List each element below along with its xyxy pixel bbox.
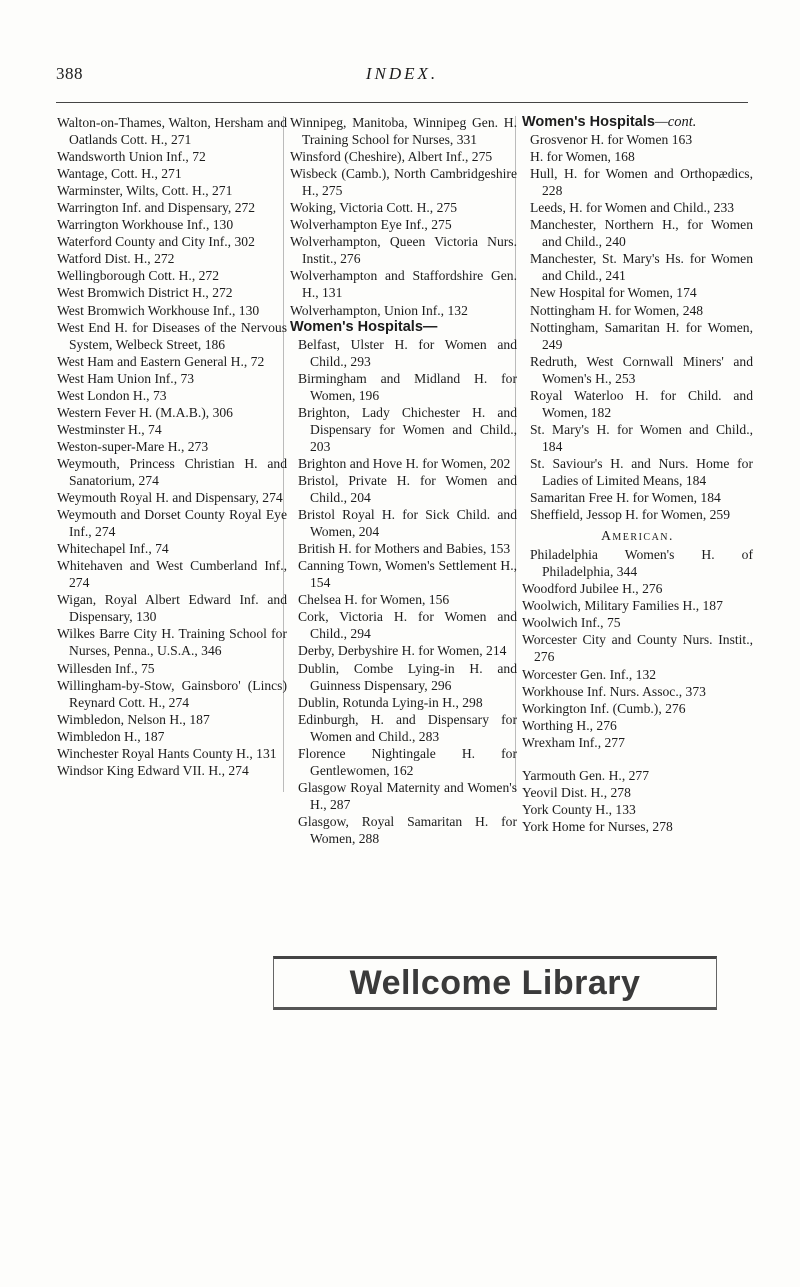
index-entry: Woodford Jubilee H., 276 bbox=[522, 581, 663, 597]
heading-text: Women's Hospitals bbox=[522, 114, 655, 130]
american-section-title: American. bbox=[601, 528, 674, 544]
index-sub-entry: Philadelphia Women's H. of Philadelphia, 344 bbox=[530, 547, 753, 580]
index-sub-entry: Glasgow, Royal Samaritan H. for Women, 288 bbox=[298, 813, 517, 846]
index-entry: Woolwich Inf., 75 bbox=[522, 615, 621, 631]
index-entry: Wimbledon, Nelson H., 187 bbox=[57, 711, 210, 727]
index-sub-entry: Glasgow Royal Maternity and Women's H., 287 bbox=[298, 779, 517, 812]
index-sub-entry: H. for Women, 168 bbox=[530, 149, 635, 165]
index-entry: Wantage, Cott. H., 271 bbox=[57, 166, 182, 182]
index-entry: Woolwich, Military Families H., 187 bbox=[522, 598, 723, 614]
index-sub-entry: Manchester, St. Mary's Hs. for Women and Child., 241 bbox=[530, 251, 753, 284]
index-entry: Whitehaven and West Cumberland Inf., 274 bbox=[57, 558, 287, 591]
index-entry: Warminster, Wilts, Cott. H., 271 bbox=[57, 183, 233, 199]
index-sub-entry: St. Mary's H. for Women and Child., 184 bbox=[530, 421, 753, 454]
section-heading-continued bbox=[522, 114, 753, 131]
index-entry: West Ham Union Inf., 73 bbox=[57, 370, 195, 386]
index-entry: York County H., 133 bbox=[522, 801, 636, 817]
section-heading: Women's Hospitals— bbox=[290, 318, 438, 335]
index-entry: Wimbledon H., 187 bbox=[57, 728, 165, 744]
index-sub-entry: Redruth, West Cornwall Miners' and Women's H., 253 bbox=[530, 353, 753, 386]
index-entry: Woking, Victoria Cott. H., 275 bbox=[290, 200, 457, 216]
index-entry: York Home for Nurses, 278 bbox=[522, 818, 673, 834]
page-number: 388 bbox=[56, 64, 83, 83]
index-sub-entry: Canning Town, Women's Settlement H., 154 bbox=[298, 558, 517, 591]
index-entry: Windsor King Edward VII. H., 274 bbox=[57, 762, 249, 778]
index-entry: West Ham and Eastern General H., 72 bbox=[57, 353, 265, 369]
index-column-2 bbox=[290, 114, 517, 847]
index-sub-entry: Cork, Victoria H. for Women and Child., 294 bbox=[298, 609, 517, 642]
index-sub-entry: Leeds, H. for Women and Child., 233 bbox=[530, 200, 735, 216]
index-entry: Worcester Gen. Inf., 132 bbox=[522, 666, 657, 682]
index-entry: Waterford County and City Inf., 302 bbox=[57, 234, 255, 250]
index-sub-entry: St. Saviour's H. and Nurs. Home for Ladies of Limited Means, 184 bbox=[530, 455, 753, 488]
index-entry: Walton-on-Thames, Walton, Hersham and Oatlands Cott. H., 271 bbox=[57, 115, 287, 148]
index-entry: Willesden Inf., 75 bbox=[57, 660, 155, 676]
index-entry: Wisbeck (Camb.), North Cambridgeshire H., 275 bbox=[290, 166, 517, 199]
index-sub-entry: Belfast, Ulster H. for Women and Child., 293 bbox=[298, 336, 517, 369]
index-entry: Weymouth Royal H. and Dispensary, 274 bbox=[57, 490, 283, 506]
index-sub-entry: Dublin, Combe Lying-in H. and Guinness Dispensary, 296 bbox=[298, 660, 517, 693]
index-sub-entry: Brighton and Hove H. for Women, 202 bbox=[298, 455, 511, 471]
letter-gap bbox=[522, 751, 753, 767]
index-entry: Wolverhampton, Queen Victoria Nurs. Instit., 276 bbox=[290, 234, 517, 267]
library-stamp bbox=[273, 956, 717, 1010]
index-entry: West End H. for Diseases of the Nervous System, Welbeck Street, 186 bbox=[57, 319, 287, 352]
index-sub-entry: Grosvenor H. for Women 163 bbox=[530, 132, 693, 148]
index-entry: Weymouth and Dorset County Royal Eye Inf., 274 bbox=[57, 507, 287, 540]
index-sub-entry: Bristol Royal H. for Sick Child. and Women, 204 bbox=[298, 507, 517, 540]
heading-continued-label: —cont. bbox=[654, 114, 697, 130]
index-entry: Wellingborough Cott. H., 272 bbox=[57, 268, 220, 284]
index-column-3 bbox=[522, 114, 753, 835]
index-sub-entry: Royal Waterloo H. for Child. and Women, 182 bbox=[530, 387, 753, 420]
index-sub-entry: Florence Nightingale H. for Gentlewomen, 162 bbox=[298, 745, 517, 778]
index-sub-entry: Samaritan Free H. for Women, 184 bbox=[530, 490, 721, 506]
running-head: INDEX. bbox=[365, 64, 439, 83]
index-entry: Wandsworth Union Inf., 72 bbox=[57, 149, 206, 165]
index-entry: West Bromwich District H., 272 bbox=[57, 285, 233, 301]
index-entry: Wolverhampton, Union Inf., 132 bbox=[290, 302, 468, 318]
index-entry: Worcester City and County Nurs. Instit., 276 bbox=[522, 632, 753, 665]
index-entry: Wolverhampton Eye Inf., 275 bbox=[290, 217, 452, 233]
index-entry: Westminster H., 74 bbox=[57, 421, 162, 437]
header-rule bbox=[56, 102, 748, 103]
index-entry: Whitechapel Inf., 74 bbox=[57, 541, 169, 557]
index-column-1 bbox=[57, 114, 287, 779]
index-sub-entry: Birmingham and Midland H. for Women, 196 bbox=[298, 370, 517, 403]
index-entry: Warrington Workhouse Inf., 130 bbox=[57, 217, 234, 233]
index-entry: Winchester Royal Hants County H., 131 bbox=[57, 745, 277, 761]
index-sub-entry: Chelsea H. for Women, 156 bbox=[298, 592, 450, 608]
stamp-text: Wellcome Library bbox=[349, 964, 641, 1002]
index-entry: West Bromwich Workhouse Inf., 130 bbox=[57, 302, 260, 318]
index-entry: Yarmouth Gen. H., 277 bbox=[522, 767, 650, 783]
index-entry: Wigan, Royal Albert Edward Inf. and Dispensary, 130 bbox=[57, 592, 287, 625]
index-sub-entry: Sheffield, Jessop H. for Women, 259 bbox=[530, 507, 731, 523]
index-sub-entry: British H. for Mothers and Babies, 153 bbox=[298, 541, 511, 557]
index-entry: Willingham-by-Stow, Gainsboro' (Lincs) Reynard Cott. H., 274 bbox=[57, 677, 287, 710]
index-entry: Wrexham Inf., 277 bbox=[522, 734, 625, 750]
index-sub-entry: Nottingham H. for Women, 248 bbox=[530, 302, 704, 318]
index-entry: Winsford (Cheshire), Albert Inf., 275 bbox=[290, 149, 493, 165]
index-entry: West London H., 73 bbox=[57, 387, 167, 403]
index-entry: Workhouse Inf. Nurs. Assoc., 373 bbox=[522, 683, 706, 699]
index-entry: Winnipeg, Manitoba, Winnipeg Gen. H. Training School for Nurses, 331 bbox=[290, 115, 517, 148]
index-sub-entry: Hull, H. for Women and Orthopædics, 228 bbox=[530, 166, 753, 199]
index-entry: Weymouth, Princess Christian H. and Sanatorium, 274 bbox=[57, 455, 287, 488]
index-entry: Weston-super-Mare H., 273 bbox=[57, 438, 209, 454]
index-entry: Yeovil Dist. H., 278 bbox=[522, 784, 631, 800]
index-entry: Wolverhampton and Staffordshire Gen. H., 131 bbox=[290, 268, 517, 301]
index-sub-entry: Bristol, Private H. for Women and Child., 204 bbox=[298, 472, 517, 506]
index-sub-entry: Nottingham, Samaritan H. for Women, 249 bbox=[530, 319, 753, 352]
index-entry: Warrington Inf. and Dispensary, 272 bbox=[57, 200, 256, 216]
index-entry: Wilkes Barre City H. Training School for Nurses, Penna., U.S.A., 346 bbox=[57, 626, 287, 659]
page-header bbox=[56, 64, 748, 94]
index-sub-entry: Derby, Derbyshire H. for Women, 214 bbox=[298, 643, 507, 659]
index-sub-entry: Edinburgh, H. and Dispensary for Women and Child., 283 bbox=[298, 711, 517, 744]
index-entry: Workington Inf. (Cumb.), 276 bbox=[522, 700, 686, 716]
index-sub-entry: Dublin, Rotunda Lying-in H., 298 bbox=[298, 694, 483, 710]
index-entry: Western Fever H. (M.A.B.), 306 bbox=[57, 404, 233, 420]
index-sub-entry: New Hospital for Women, 174 bbox=[530, 285, 697, 301]
index-entry: Watford Dist. H., 272 bbox=[57, 251, 175, 267]
index-sub-entry: Manchester, Northern H., for Women and Child., 240 bbox=[530, 217, 753, 250]
index-sub-entry: Brighton, Lady Chichester H. and Dispensary for Women and Child., 203 bbox=[298, 404, 517, 454]
index-entry: Worthing H., 276 bbox=[522, 717, 617, 733]
